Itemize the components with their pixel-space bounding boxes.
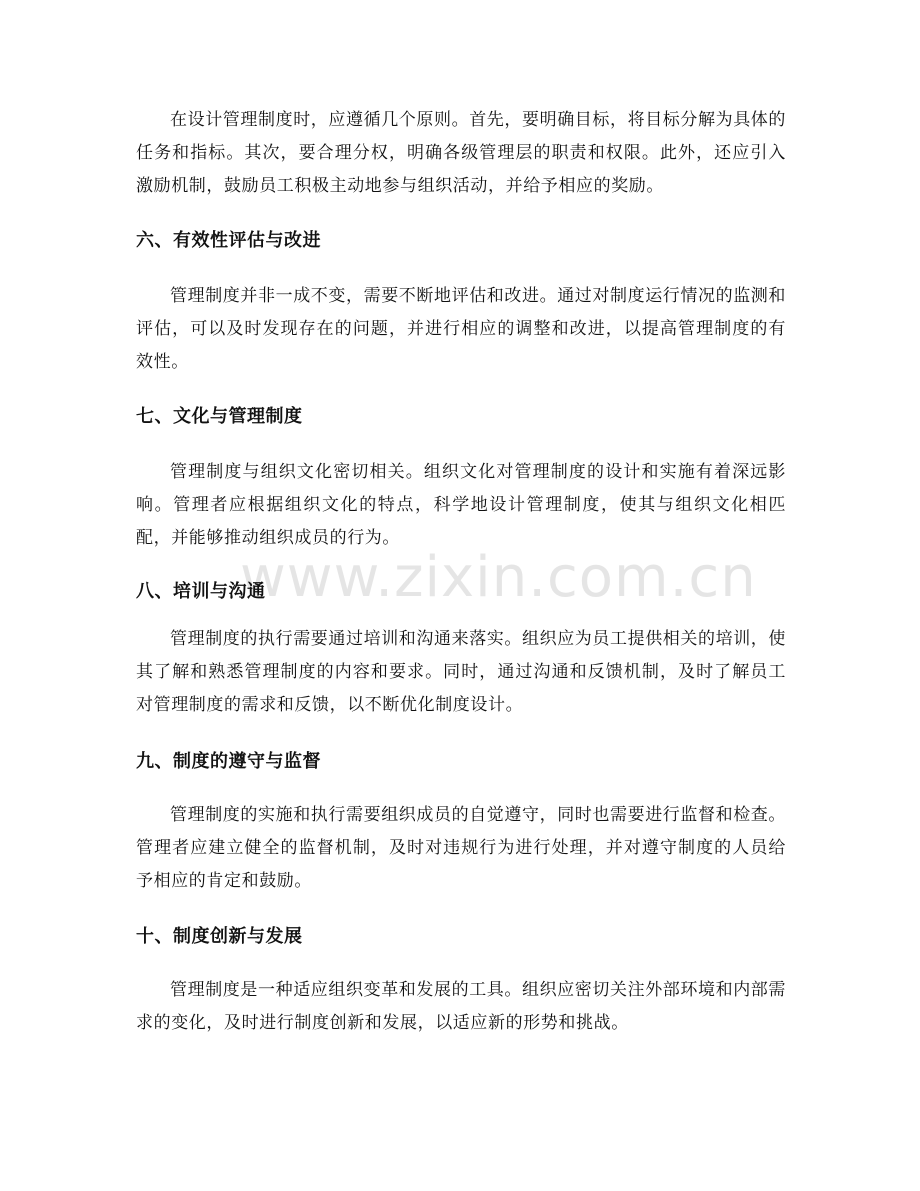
section-heading-7: 七、文化与管理制度 bbox=[136, 406, 303, 427]
watermark: www.zixin.com.cn bbox=[240, 545, 757, 610]
section-paragraph-6: 管理制度并非一成不变，需要不断地评估和改进。通过对制度运行情况的监测和评估，可以及时发现存在的问题，并进行相应的调整和改进，以提高管理制度的有效性。 bbox=[136, 286, 786, 372]
section-paragraph-8: 管理制度的执行需要通过培训和沟通来落实。组织应为员工提供相关的培训，使其了解和熟悉管理制度的内容和要求。同时，通过沟通和反馈机制，及时了解员工对管理制度的需求和反馈，以不断优化制度设计。 bbox=[136, 629, 786, 715]
section-paragraph-9: 管理制度的实施和执行需要组织成员的自觉遵守，同时也需要进行监督和检查。管理者应建立健全的监督机制，及时对违规行为进行处理，并对遵守制度的人员给予相应的肯定和鼓励。 bbox=[136, 805, 786, 891]
section-heading-6: 六、有效性评估与改进 bbox=[136, 230, 321, 251]
section-heading-8: 八、培训与沟通 bbox=[136, 581, 266, 602]
section-paragraph-10: 管理制度是一种适应组织变革和发展的工具。组织应密切关注外部环境和内部需求的变化，及时进行制度创新和发展，以适应新的形势和挑战。 bbox=[136, 980, 786, 1033]
intro-paragraph: 在设计管理制度时，应遵循几个原则。首先，要明确目标，将目标分解为具体的任务和指标。其次，要合理分权，明确各级管理层的职责和权限。此外，还应引入激励机制，鼓励员工积极主动地参与组织活动，并给予相应的奖励。 bbox=[136, 110, 786, 196]
section-heading-10: 十、制度创新与发展 bbox=[136, 926, 303, 947]
section-heading-9: 九、制度的遵守与监督 bbox=[136, 751, 321, 772]
section-paragraph-7: 管理制度与组织文化密切相关。组织文化对管理制度的设计和实施有着深远影响。管理者应根据组织文化的特点，科学地设计管理制度，使其与组织文化相匹配，并能够推动组织成员的行为。 bbox=[136, 462, 786, 548]
